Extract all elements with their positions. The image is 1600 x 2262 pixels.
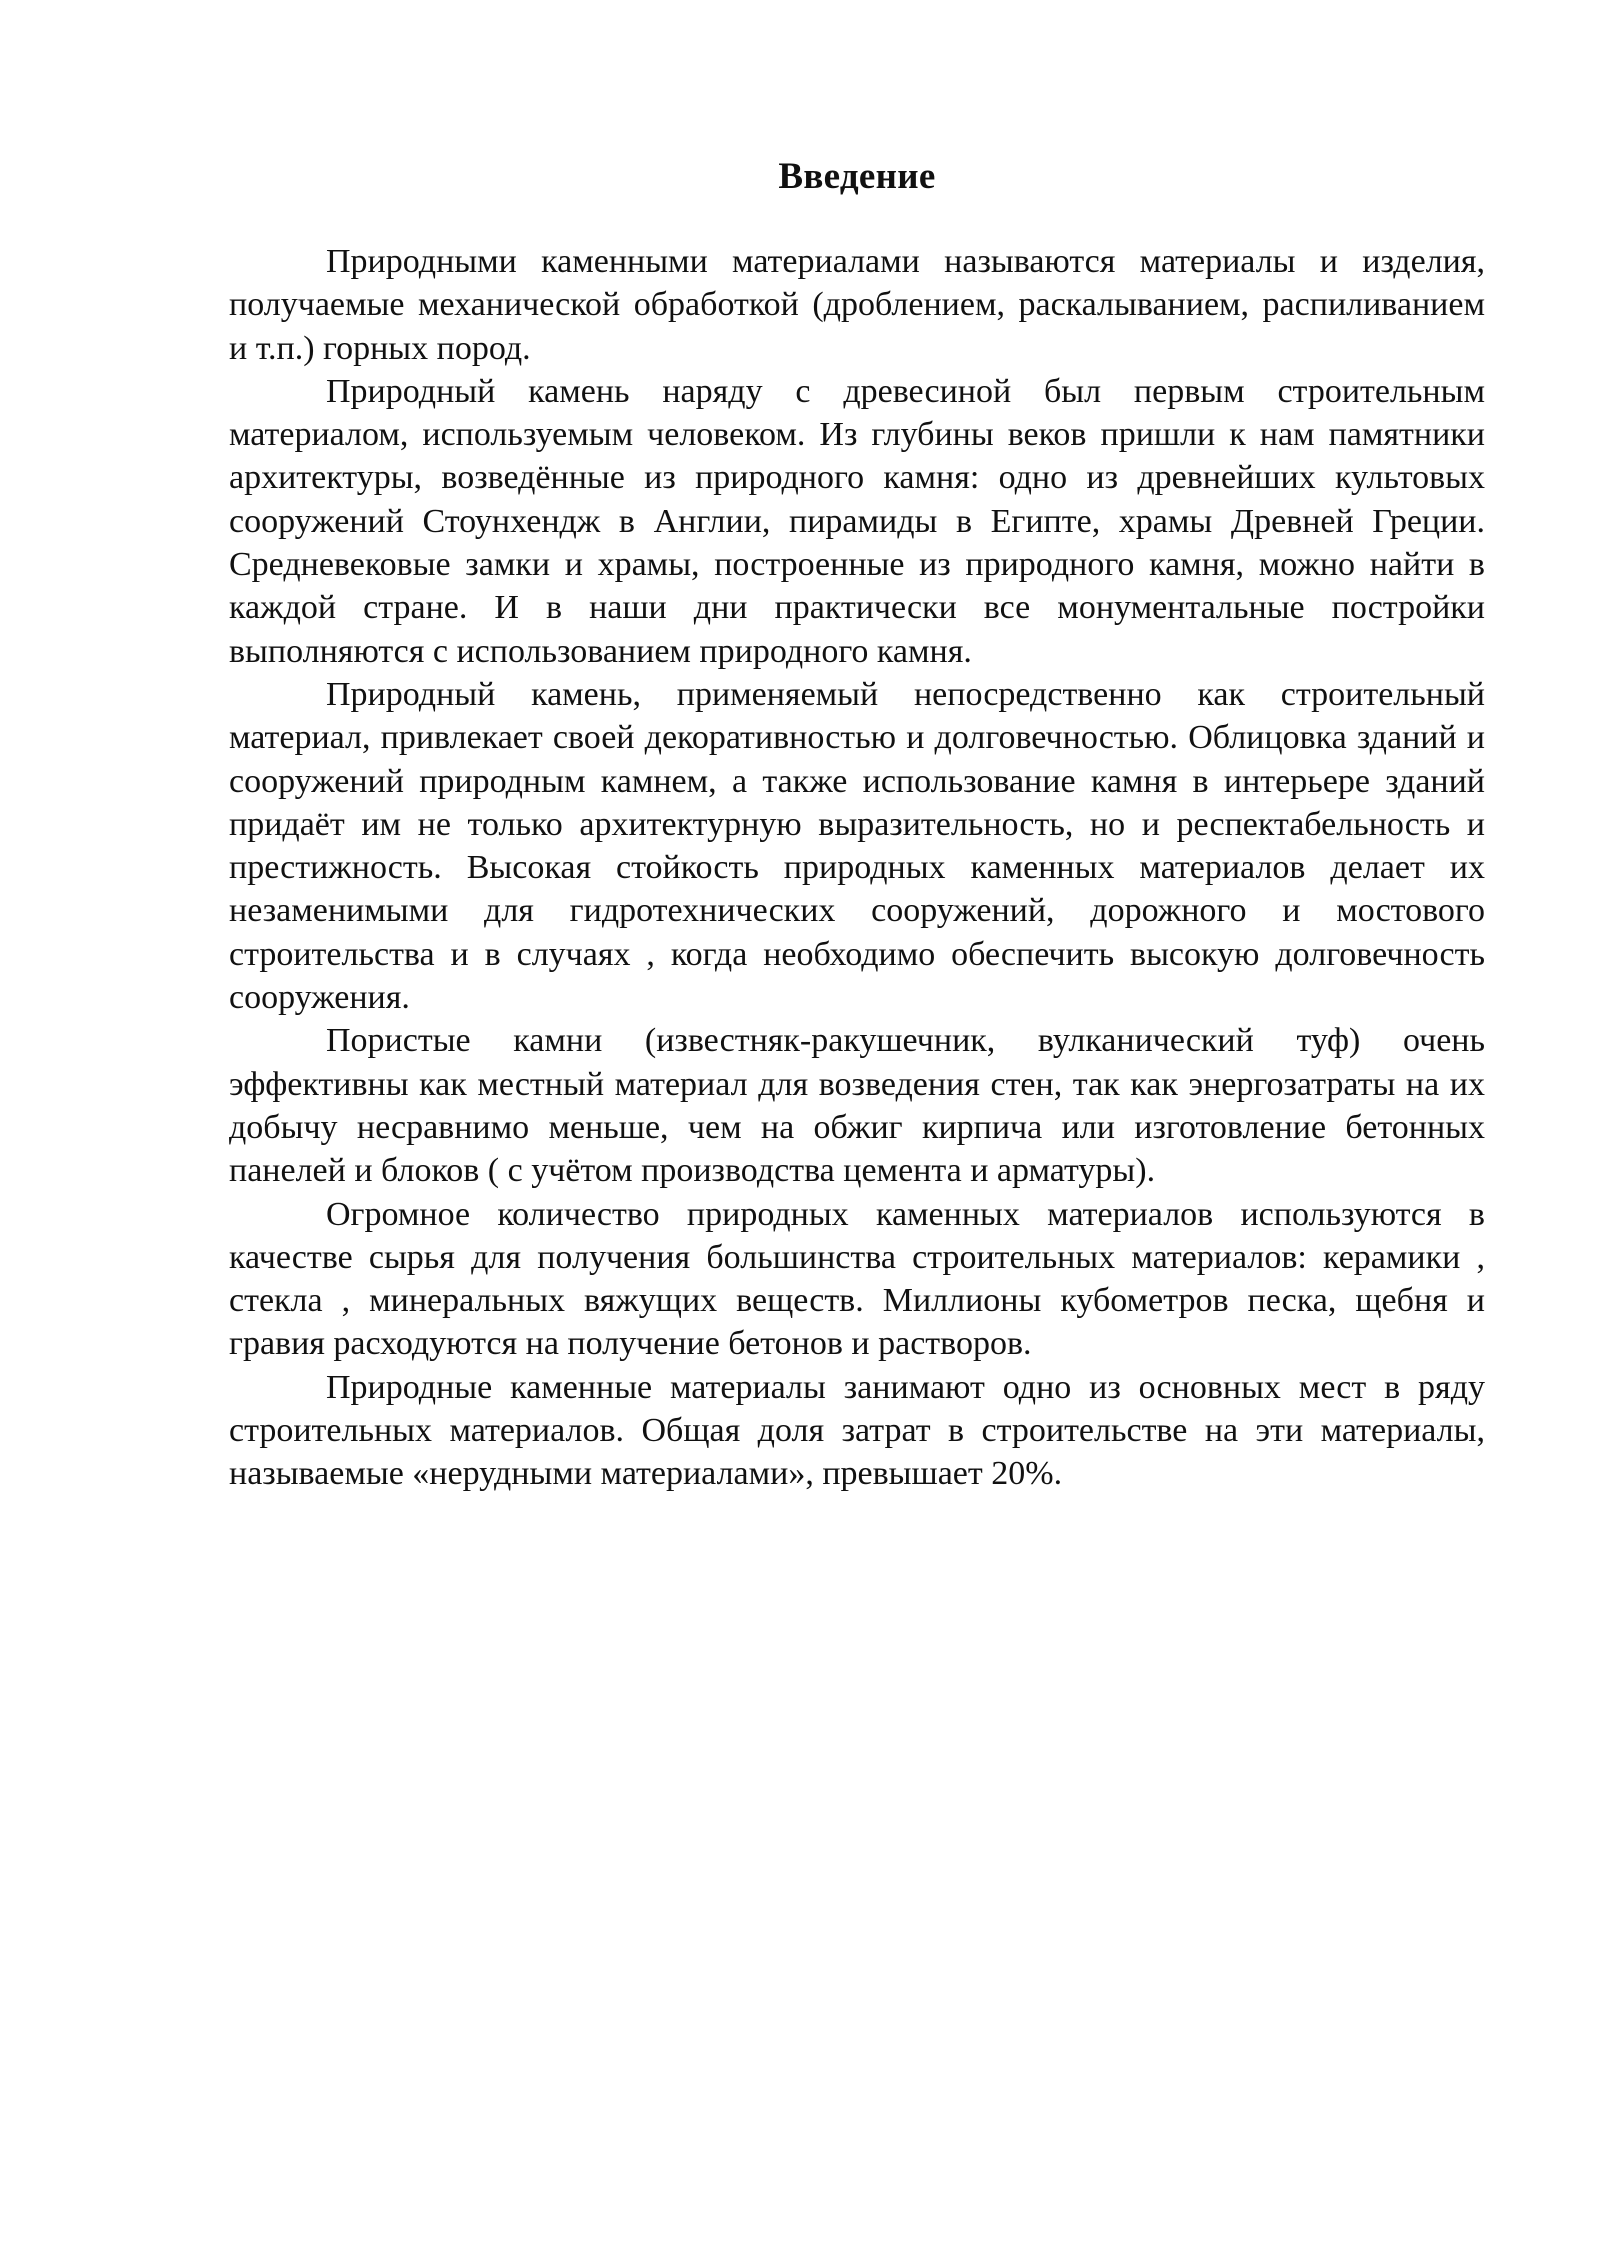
paragraph: Природные каменные материалы занимают одно из основных мест в ряду строительных материалов. Общая доля затрат в строительстве на эти материалы, называемые «нерудными материалами», превышает 20%. bbox=[229, 1368, 1485, 1493]
paragraph: Природными каменными материалами называются материалы и изделия, получаемые механической обработкой (дроблением, раскалыванием, распиливанием и т.п.) горных пород. bbox=[229, 243, 1485, 367]
paragraph: Огромное количество природных каменных материалов используются в качестве сырья для получения большинства строительных материалов: керамики , стекла , минеральных вяжущих веществ. Миллионы кубометров песка, щебня и гравия расходуются на получение бетонов и растворов. bbox=[229, 1195, 1485, 1363]
paragraph: Природный камень, применяемый непосредственно как строительный материал, привлекает своей декоративностью и долговечностью. Облицовка зданий и сооружений природным камнем, а также использование камня в интерьере зданий придаёт им не только архитектурную выразительность, но и респектабельность и престижность. Высокая стойкость природных каменных материалов делает их незаменимыми для гидротехнических сооружений, дорожного и мостового строительства и в случаях , когда необходимо обеспечить высокую долговечность сооружения. bbox=[229, 675, 1485, 1017]
document-body bbox=[229, 150, 1485, 1496]
paragraph: Природный камень наряду с древесиной был первым строительным материалом, используемым человеком. Из глубины веков пришли к нам памятники архитектуры, возведённые из природного камня: одно из древнейших культовых сооружений Стоунхендж в Англии, пирамиды в Египте, храмы Древней Греции. Средневековые замки и храмы, построенные из природного камня, можно найти в каждой стране. И в наши дни практически все монументальные постройки выполняются с использованием природного камня. bbox=[229, 372, 1485, 670]
paragraph: Пористые камни (известняк-ракушечник, вулканический туф) очень эффективны как местный материал для возведения стен, так как энергозатраты на их добычу несравнимо меньше, чем на обжиг кирпича или изготовление бетонных панелей и блоков ( с учётом производства цемента и арматуры). bbox=[229, 1022, 1485, 1190]
page-title: Введение bbox=[778, 156, 936, 197]
